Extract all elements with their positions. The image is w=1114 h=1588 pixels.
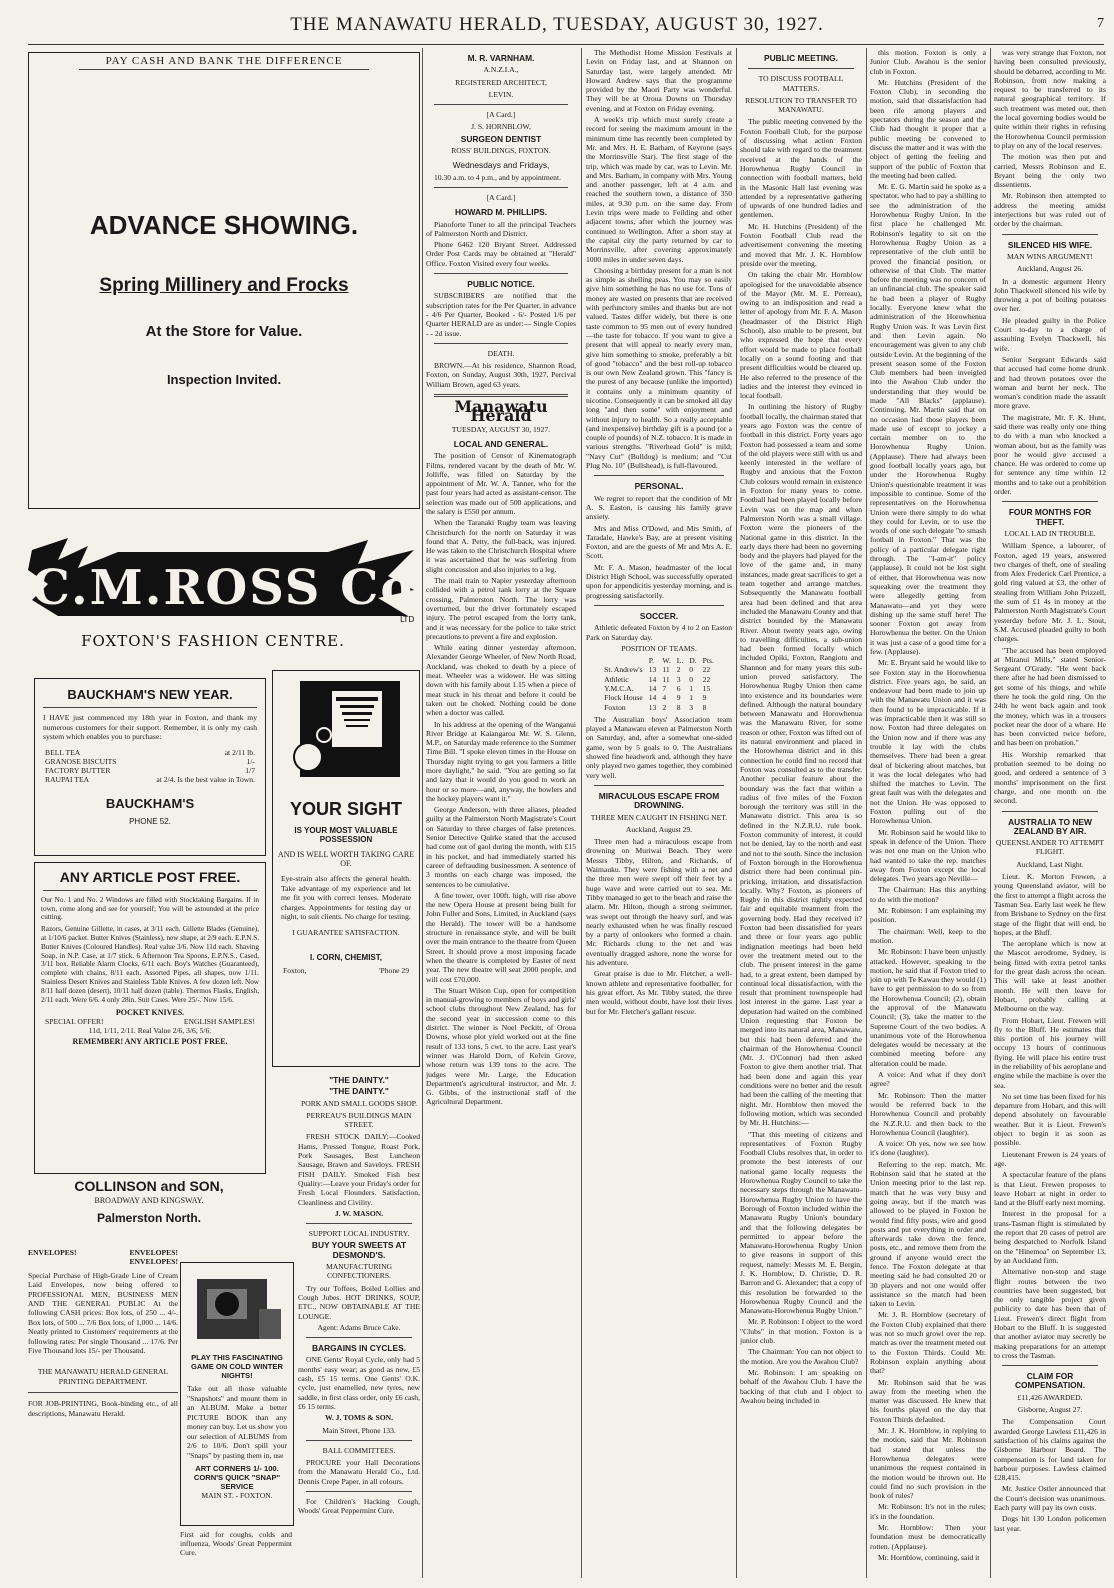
divider [1002,234,1098,235]
sight-name: I. CORN, CHEMIST, [309,952,382,962]
post-free-ad [34,862,266,1174]
divider [1002,501,1098,502]
notice-title: PUBLIC NOTICE. [467,279,535,290]
post-free-title: ANY ARTICLE POST FREE. [59,869,241,885]
local-item: The position of Censor of Kinematograph Films, rendered vacant by the death of Mr. W. Jolliffe, was filled on Saturday by the appointment of Mr. W. A. Tanner, who for the past four years had acted as assistant-censor. The selection was made out of 500 applications, and the salary is £550 per annum. [426,451,576,516]
local-item: When the Taranaki Rugby team was leaving Christchurch for the north on Saturday it was found that A. Petty, the full-back, was injured. He was taken to the Christchurch Hospital where it was ascertained that he was suffering from slight concussion and also injuries to a leg. [426,518,576,574]
meeting-para: Mr. J. R. Hornblow (secretary of the Foxton Club) explained that there was not so much growl over the rep. match as over the treatment meted out to the Foxton Thirds. Could Mr. Robinson explain anything about that? [870,1310,986,1376]
meeting-para: Mr. H. Hutchins (President) of the Foxton Football Club read the advertisement convening the meeting and moved that Mr. J. K. Hornblow preside over the meeting. [740,221,862,268]
item-name: GRANOSE BISCUITS [45,756,117,766]
divider [594,605,724,606]
local-item: In his address at the opening of the Wanganui River Bridge at Kaiangaroa Mr. W. S. Glenn, M.P., on Saturday made reference to the Summer Time Bill. "I spoke eleven times in the House on Thursday night trying to get you farmers a little more daylight," he said. "You are getting so fat and lazy that it would do you good to work an hour or so more—and, anyway, the bowlers and the hockey players want it." [426,719,576,803]
pay-cash-banner: PAY CASH AND BANK THE DIFFERENCE [79,53,369,70]
ross-logo-text: C.M.ROSS Co [31,560,415,616]
personal-heading: PERSONAL. [634,481,684,492]
meeting-para: A voice: Oh yes, now we see how it's done (laughter). [870,1139,986,1158]
divider [1002,811,1098,812]
ross-ltd: LTD [400,615,415,624]
varnham-q: A.N.Z.I.A., [483,65,519,75]
knife-prices: 11d, 1/11, 2/11. Real Value 2/6, 3/6, 5/6. [88,1025,212,1035]
art-corners: ART CORNERS 1/- 100. [195,1464,279,1473]
collinson-name: COLLINSON and SON, [74,1178,224,1194]
aust-dateline: Auckland, Last Night. [1016,859,1084,869]
local-item: The Stuart Wilson Cup, open for competition in manual-growing to members of boys and girls' school clubs throughout New Zealand, has for the second year in succession come to this district. The winner is Noel Peckitt, of Oroua Downs, whose plot yield worked out at the fine result of 133 tons, 5 cwt. to the acre. Last year's winner was Harold Dorn, of Kelvin Grove, whose return was 139 tons to the acre. The judges were Mr. Large, the Education Department's agricultural instructor, and Mr. J. G. Gibbs, of the instructional staff of the Agricultural Department. [426,985,576,1107]
sight-title: YOUR SIGHT [289,799,402,819]
silenced-para: The magistrate, Mr. F. K. Hunt, said there was really only one thing to do with a man who knocked a woman about, but as the family was poor he would give accused a chance. He was ordered to come up for sentence any time within 12 months and to take out a prohibition order. [994,412,1106,497]
col-rule [990,48,991,1578]
bauckham-footer: BAUCKHAM'S [105,795,195,811]
td: 2 [676,665,681,675]
snap-service: CORN'S QUICK "SNAP" SERVICE [193,1473,281,1491]
td: 14 [648,684,657,693]
ross-logo-graphic [28,520,418,658]
td: 22 [702,665,711,675]
price-row [35,766,265,775]
divider [306,1491,412,1492]
card-label: [A Card.] [486,110,516,120]
td: 8 [676,702,681,712]
td: 11 [662,665,670,675]
meeting-para: was very strange that Foxton, not having been consulted previously, should be debarred, according to Mr. Robinson, from now making a request to be transferred to its natural geographical territory. If such treatment was meted out, then the local governing bodies would be quite within their rights in refusing the Horowhenua Council permission to play on any of the local reserves. [994,48,1106,150]
collinson-town: Palmerston North. [96,1211,201,1225]
claim-heading: CLAIM FOR COMPENSATION. [1014,1371,1086,1391]
td: Athletic [604,674,629,684]
drowning-heading: MIRACULOUS ESCAPE FROM DROWNING. [598,790,720,811]
local-item: While eating dinner yesterday afternoon, Alexander George Wheeler, of New North Road, Auckland, was choked to death by a piece of meat. Wheeler was a widower. He was sitting down with his family about 1.15 when a piece of meat stuck in his throat and before it could be taken out he choked. Nothing could be done when a doctor was called. [426,643,576,718]
meeting-para: Mr. E. Bryant said he would like to see Foxton stay in the Horowhenua district. Five years ago, he said, an endeavour had been made to join up with the Manawatu Union and it was then found to be impracticable. If it was impracticable then it was still so now. Foxton had three delegates on the Union now and if there was any trouble it lay with the clubs themselves. There had been a great deal of bickering about matches, but it was the local delegates who had shifted the matches to Levin. The great fault was with the delegates and not the Union. He was opposed to Foxton pulling out of the Horowhenua Union. [870,658,986,826]
divider [43,707,257,708]
hornblow-role: SURGEON DENTIST [460,133,542,144]
ball-title: BALL COMMITTEES. [322,1445,396,1455]
column-3 [426,48,576,1583]
td: Y.M.C.A. [604,684,634,693]
claim-para: Mr. Justice Ostler announced that the Court's decision was unanimous. Each party will pay its own costs. [994,1484,1106,1513]
th [601,656,646,665]
divider [434,187,568,188]
advance-showing-ad [28,52,420,509]
camera-title: PLAY THIS FASCINATING GAME ON COLD WINTER NIGHTS! [191,1353,283,1380]
col-rule [736,48,737,1578]
item-name: RAUPAI TEA [45,774,90,784]
td: 14 [648,693,657,703]
th: D. [689,656,697,666]
meeting-para: Mr. Robinson: I have been unjustly attacked. However, speaking to the motion, he said that if Foxton tried to join up with Te Kawau they would (1) have to get permission to do so from the Horowhenua Council; (2), obtain the approval of the Manawatu Council; (3), take the matter to the Supreme Court of the two bodies. A unanimous vote of the Horowhenua delegates would be necessary at the combined meeting before any alteration could be made. [870,947,986,1068]
th: Pts. [702,656,714,666]
silenced-dateline: Auckland, August 26. [1016,264,1084,274]
hornblow-addr: ROSS' BUILDINGS, FOXTON. [451,146,551,156]
meeting-para: The public meeting convened by the Foxton Football Club, for the purpose of discussing what action Foxton should take with regard to the treatment received at the hands of the Horowhenua Rugby Council in connection with football matters, held in the Masonic Hall last evening was attended by a representative gathering of upwards of one hundred ladies and gentlemen. [740,117,862,220]
advance-line3: At the Store for Value. [145,323,303,340]
table-row [601,665,717,674]
meeting-para: this motion. Foxton is only a Junior Club. Awahou is the senior club in Foxton. [870,48,986,76]
special-offer: SPECIAL OFFER! [45,1016,104,1026]
divider [306,1440,412,1441]
sight-ad [272,670,420,1067]
meeting-para: Mr. Hornblow, continuing, said it [878,1552,980,1562]
meeting-sub2: RESOLUTION TO TRANSFER TO MANAWATU. [745,95,857,115]
news-item: Choosing a birthday present for a man is not as simple as shelling peas. You may so easily give him something he has no use for. Tons of money are wasted on presents that are received with perfunctory smiles and thanks but are not valued. Tastes differ widely, but there is one taste common to 95 men out of every hundred—the taste for tobacco. If you want to give a present that will appeal to nearly every man, give him something to smoke, preferably a bit of good "tobacco" and the best roll-up tobacco is our own New Zealand grown. This "fancy is the purest of any because (unlike the imported) it contains only a minimum quantity of nicotine. Consequently it can be smoked all day long "and then some" with enjoyment and without injury to health. So a really acceptable (and inexpensive) birthday gift is a pound (or a couple of pounds) of N.Z. tobacco. It is made in various strengths. "Riverhead Gold" is mild; "Navy Cut" (Bulldog) is medium; and "Cut Plug No. 10" (Bullshead), is full-flavoured. [586,265,732,471]
envelopes-ad [28,1248,178,1538]
news-item: The Methodist Home Mission Festivals at Levin on Friday last, and at Shannon on Saturday last, were largely attended. Mr Howard Andrew says that the programme provided by the Maori Party was wonderful. They will be at Oroua Downs on Thursday evening, and at Foxton on Friday evening. [586,48,732,113]
camera-icon [187,1269,287,1349]
bauckham-title: BAUCKHAM'S NEW YEAR. [67,687,233,702]
col-rule [422,48,423,1578]
death-title: DEATH. [487,348,515,358]
meeting-para: Mr. P. Robinson: I object to the word "Clubs" in that motion. Foxton is a junior club. [740,1317,862,1346]
td: 13 [648,702,657,712]
sight-contact [273,966,419,975]
price-row [35,748,265,757]
drowning-para: Three men had a miraculous escape from drowning on Muriwai Beach. They were Messrs Tibby, Hilton, and Richards, of Waimauku. They were fishing with a net and the three men were swept off their feet by a huge wave and were carried out to sea. Mr. Tibby managed to get to the beach and raise the alarm. Mr. Hilton, though a strong swimmer, was swept out through the heavy surf, and was nearly exhausted when he was finally rescued by a party of onlookers who formed a chain. Mr. Richards clung to the net and was eventually dragged ashore, none the worse for his adventure. [586,837,732,968]
column-2-lower [298,1070,420,1550]
soccer-note: The Australian boys' Association team played a Manawatu eleven at Palmerston North on Saturday, and, after a somewhat one-sided game, won by 5 goals to 0. The Australians showed fine headwork and, although they have only played two games together, they combined very well. [586,714,732,780]
varnham-name: M. R. VARNHAM. [467,53,535,63]
meeting-para: On taking the chair Mr. Hornblow apologised for the unavoidable absence of the Mayor (Mr. M. E. Perreau), owing to an indisposition and read a letter of apology from Mr. F. A. Mason (headmaster of the District High School), also unable to be present, but who expressed the hope that every effort would be made to place football locally on a sound footing and that present difficulties would be cleared up. He also referred to the presence of the ladies and the interest they evinced in local football. [740,270,862,401]
personal-item: Mrs and Miss O'Dowd, and Mrs Smith, of Taradale, Hawke's Bay, are at present visiting Foxton, and are the guests of Mr and Mrs A. E. Scott. [586,523,732,561]
theft-para: "The accused has been employed at Miranui Mills," stated Senior-Sergeant O'Grady. "He went back there after he had been dismissed to get some of his things, and while there he took the gold ring. On the 24th he went back again and took the money, which was in a trousers pocket near the door of a whare. He has been convicted twice before, and has been on probation." [994,645,1106,748]
th: L. [676,656,684,666]
meeting-sub1: TO DISCUSS FOOTBALL MATTERS. [758,74,844,93]
aust-para: No set time has been fixed for his departure from Hobart, and this will depend absolutely on favourable weather. But it is Lieut. Frewen's object to begin it as soon as possible. [994,1091,1106,1148]
first-aid-ad: First aid for coughs, colds and influenza, Woods' Great Peppermint Cure. [180,1530,292,1557]
meeting-para: Mr. Robinson said he would like to speak in defence of the Union. There was not one man on the Union who had wanted to take the rep. matches away from Foxton except the local delegates. Two years ago Neville— [870,827,986,884]
divider [28,1392,178,1393]
th: P. [648,656,655,666]
phillips-phone: Phone 6462 120 Bryant Street. Addressed Order Post Cards may be obtained at "Herald" Office. Foxton Visited every four weeks. [426,240,576,268]
meeting-para: The Chairman: Has this anything to do with the motion? [870,885,986,904]
masthead-rule [28,44,1104,45]
divider [594,785,724,786]
post-free-intro: Our No. 1 and No. 2 Windows are filled with Stocktaking Bargains. If in town, come along and see for yourself; You will be astounded at the price cutting. [41,896,259,922]
th: W. [662,656,671,666]
local-item: The mail train to Napier yesterday afternoon collided with a petrol tank lorry at the Square crossing, Palmerston North. The lorry was overturned, but the driver fortunately escaped injury. The petrol escaped from the lorry tank, and it was necessary for the police to take strict precautions to prevent a fire and explosion. [426,576,576,641]
phillips-body: Pianoforte Tuner to all the principal Teachers of Palmerston North and District. [426,219,576,238]
meeting-para: The motion was then put and carried, Messrs Robinson and E. Bryant being the only two dissentients. [994,152,1106,190]
hacking-cough: For Children's Hacking Cough, Woods' Great Peppermint Cure. [298,1496,420,1516]
td: 11 [662,674,670,684]
ross-logo-ad [28,520,418,658]
soccer-table [601,656,717,712]
sight-phone: 'Phone 29 [379,965,409,975]
meeting-para: Mr. Robinson: Then the matter would be referred back to the Horowhenua Council and probably the N.Z.R.U. and then back to the Horowhenua Council (laughter). [870,1090,986,1137]
bauckham-phone: PHONE 52. [129,816,171,826]
camera-body: Take out all those valuable "Snapshots" and mount them in an ALBUM. Make a better PICTURE BOOK than any money can buy. Let us show you our selection of ALBUMS from 2/6 to 10/6. Don't spill your "Snaps" by pasting them in, use [187,1384,287,1460]
env-h2: ENVELOPES! [129,1248,178,1257]
death-body: BROWN.—At his residence, Shannon Road, Foxton, on Sunday, August 30th, 1927, Percival William Brown, aged 63 years. [426,361,576,389]
cycles-body: ONE Gents' Royal Cycle, only had 5 months' easy wear; as good as new, £5 cash, £5 15 terms. One Gents' O.K. cycle, just enamelled, new tyres, new saddle, in first class order, only £6 cash, £6 15 terms. [298,1355,420,1411]
ball-body: PROCURE your Hall Decorations from the Manawatu Herald Co., Ltd. Dennis Crepe Paper, in all colours. [298,1458,420,1486]
claim-dateline: Gisborne, August 27. [1017,1405,1083,1415]
meeting-para: Mr. Hornblow: Then your foundation must be democratically rotten. (Applause). [870,1523,986,1551]
news-item: A week's trip which must surely create a record for seeing the maximum amount in the minimum time has recently been completed by Mr. and Mrs. H. E. Barham, of Keyrone (says the Morrinsville Star). The first stage of the trip, which was made by car, was to Levin. Mr. and Mrs. Barham, in company with Mrs. Young and another passenger, left at 4 a.m. and reached the southern town, a distance of 350 miles, at 9.30 p.m. on the same day. From Levin trips were made to Feilding and other adjacent towns, after which the journey was continued to Wellington. After a short stay at the capital city the party returned by car to Morrinsville, after covering approximately 1000 miles in under seven days. [586,115,732,264]
silenced-para: Senior Sergeant Edwards said that accused had come home drunk and had thrown potatoes over the woman and burnt her neck. The woman's condition made the assault more grave. [994,354,1106,411]
claim-para: The Compensation Court awarded George Lawless £11,426 in satisfaction of his claims against the Gisborne Harbour Board. The compensation is for land taken for harbour purposes. Lawless claimed £28,415. [994,1417,1106,1483]
silenced-para: In a domestic argument Henry John Thackwell silenced his wife by throwing a pot of boiling potatoes over her. [994,276,1106,314]
aust-para: The aeroplane which is now at the Mascot aerodrome, Sydney, is being fitted with extra petrol tanks for the great dash across the ocean. This will take at least another month. He will then leave for Hobart, probably calling at Melbourne on the way. [994,939,1106,1014]
table-row [601,675,717,684]
theft-heading: FOUR MONTHS FOR THEFT. [1008,507,1092,527]
td: Flock House [604,693,643,703]
drowning-dateline: Auckland, August 29. [625,824,693,834]
divider [434,343,568,344]
column-5 [740,48,862,1583]
local-general-heading: LOCAL AND GENERAL. [453,438,549,449]
personal-item: Mr. F. A. Mason, headmaster of the local District High School, was successfully operated upon for appendicitis yesterday morning, and is progressing satisfactorily. [586,562,732,600]
desmond-line1: SUPPORT LOCAL INDUSTRY. [308,1229,410,1239]
aust-para: Interest in the proposal for a trans-Tasman flight is stimulated by the report that 20 cases of petrol are being despatched to Norfolk Island on the "Hinemoa" on September 13, by an Auckland firm. [994,1209,1106,1265]
td: 2 [662,702,667,712]
sight-guarantee: I GUARANTEE SATISFACTION. [292,927,400,937]
cycles-title: BARGAINS IN CYCLES. [312,1343,406,1354]
aust-para: Lieut. K. Morton Frewen, a young Queensland aviator, will be the first to attempt a flight across the Tasman Sea. Early last week he flew from Brisbane to Sydney on the first stage of the flight that will end, he hopes, at the Bluff. [994,872,1106,937]
item-name: FACTORY BUTTER [45,765,111,775]
env-body: Special Purchase of High-Grade Line of Cream Laid Envelopes, now being offered to PROFESSIONAL MEN, BUSINESS MEN AND THE GENERAL PUBLIC At the following CASH prices: Box lots, of 250 ... 4/-. Box lots, of 500 ... 7/6 Box lots, of 1,000 ... 14/6. Neatly printed to Customers' requirements at the following rates: Per single Thousand ... 17/6. Per Five Thousand lots 15/- per Thousand. [28,1270,178,1356]
td: 22 [702,674,711,684]
td: 3 [676,674,681,684]
soccer-intro: Athletic defeated Foxton by 4 to 2 on Easton Park on Saturday day. [586,623,732,642]
meeting-para: Mr. Hutchins (President of the Foxton Club), in seconding the motion, said that dissatisfaction had been rife among players and spectators during the season and the Club had thought it proper that a public meeting be convened to discuss the matter and it was with the object of getting the feeling and support of the public of Foxton that the meeting had been called. [870,77,986,180]
desmond-line2: BUY YOUR SWEETS AT DESMOND'S. [311,1240,407,1260]
td: 8 [702,702,707,712]
td: 6 [676,684,681,693]
dainty-line1: PORK AND SMALL GOODS SHOP. [301,1098,417,1108]
special-row [35,1017,265,1026]
item-price: 1/- [246,756,255,766]
dainty-name: J. W. MASON. [334,1208,384,1218]
divider [434,273,568,274]
env-headings [28,1248,178,1257]
notice-body: SUBSCRIBERS are notified that the subscription rates for the Per Quarter, in advance - 4/6 Per Quarter, Booked - 6/- Posted 1/6 per Quarter HERALD are as under:— Single Copies - - 2d issue. [426,291,576,338]
td: 1 [689,693,694,703]
advance-subtitle: Spring Millinery and Frocks [99,275,349,296]
meeting-para: Mr. Robinson: It's not in the rules; it's in the foundation. [870,1502,986,1521]
english-samples: ENGLISH SAMPLES! [183,1016,255,1026]
td: 15 [702,684,711,693]
env-footer: THE MANAWATU HERALD GENERAL PRINTING DEPARTMENT. [37,1367,169,1386]
td: 0 [689,674,694,684]
divider [748,68,854,69]
td: Foxton [604,702,626,712]
phillips-name: HOWARD M. PHILLIPS. [454,207,548,218]
aust-para: Alternative non-stop and stage flight routes between the two countries have been suggested, but the only tangible project given publicity to date has been that of Lieut. Frewen's direct flight from Hobart to the Bluff. It is suggested that another aviator may secretly be making preparations for an attempt to cross the Tasman. [994,1267,1106,1360]
table-row [601,703,717,712]
item-name: BELL TEA [45,747,81,757]
meeting-para: Mr. Robinson then attempted to address the meeting amidst interjections but was ruled out of order by the chairman. [994,191,1106,229]
table-row [601,684,717,693]
varnham-role: REGISTERED ARCHITECT, [455,77,547,87]
advance-line4: Inspection Invited. [166,372,282,387]
sight-town: Foxton, [283,965,307,975]
td: 9 [702,693,707,703]
claim-para: Dogs hit 130 London policemen last year. [994,1514,1106,1533]
silenced-para: He pleaded guilty in the Police Court to-day to a charge of assaulting Evelyn Thackwell, his wife. [994,315,1106,353]
eye-chart-icon [276,675,416,785]
meeting-para: In outlining the history of Rugby football locally, the chairman stated that years ago Foxton was the centre of football in this district. Forty years ago Foxton had possessed a team and some of the old players were still with us and keenly interested in the welfare of Rugby and anxious that the Foxton Club colours would remain in existence in Foxton for many years to come. Football had been played locally before Levin was on the map and when Palmerston North was a small village. Foxton were the pioneers of the National game in this district. In the early days there had been no governing body and the players had played for the love of the game and, in many instances, made great sacrifices to get a team together and arrange matches. Subsequently the Manawatu football area had been defined and that area included the Manawatu County and that district bounded by the Manawatu River. About twenty years ago, owing to travelling difficulties, a sub-union had been formed locally which included Opiki, Foxton, Rangiotu and Shannon and for many years this sub-union proved satisfactory. The Horowhenua Rugby Union then came into existence and its boundaries were defined. Although the natural boundary between Manawatu and Horowhenua was the Manawatu River, for some reason or other, Foxton was lifted out of its natural environment and placed in the Horowhenua district and in this connection he could find no record that Foxton was consulted as to the transfer. Another peculiar feature about the boundary was the fact that within a radius of five miles of the Foxton borough the territory was still in the Manawatu district. This area is so defined in the N.Z.R.U. rule book. Foxton community of interest, it could not be denied, lay to the north and east and not to the south. Since the inclusion of Foxton borough in the Horowhenua district there had been continual pin-pricking, irritation, and dissatisfaction locally. Why? Foxton, as pioneers of Rugby in this district rightly expected fair and equitable treatment from the governing body. Had they received it? Foxton had been dissatisfied for years and three or four years ago public indignation meetings had been held over the treatment meted out to the club. The present interest in the game had, to a great extent, been damped by continual local dissatisfaction, with the result that prominent townspeople had lost interest in the game. Last year a deputation had waited on the combined Union requesting that Foxton be merged into its natural area, Manawatu, but this had been deferred and the chairman of the Horowhenua Council (Mr. J. O'Connor) had then asked Foxton to give them another trial. That had been done and again this year conditions were no better and the result had been the calling of the meeting that night. Mr. Hornblow then moved the following motion, which was seconded by Mr. H. Hutchins:— [740,402,862,1128]
meeting-para: Mr. Robinson: I am explaining my position. [870,906,986,925]
item-price: at 2/4. Is the best value in Town. [156,774,255,784]
td: 7 [662,684,667,693]
herald-date: TUESDAY, AUGUST 30, 1927. [451,424,551,434]
hornblow-name: J. S. HORNBLOW, [471,122,531,132]
divider [306,1337,412,1338]
aust-para: From Hobart, Lieut. Frewen will fly to the Bluff. He estimates that this portion of his journey will occupy 13 hours of continuous flying. He will place his entire trust in the reliability of his aeroplane and engine while the machine is over the sea. [994,1015,1106,1090]
aust-para: A spectacular feature of the plans is that Lieut. Frewen proposes to leave Hobart at night in order to land at the Bluff early next morning. [994,1170,1106,1208]
dainty-body: FRESH STOCK DAILY:—Cooked Hams, Pressed Tongue, Roast Pork, Pork Sausages, Best Luncheon Sausage, Brawn and Saveloys. FRESH FISH DAILY. Smoked Fish best Quality:—Leave your Friday's order for Fresh Local Flounders. Satisfaction, Cleanliness and Civility. [298,1132,420,1207]
theft-para: William Spence, a labourer, of Foxton, aged 19 years, answered two charges of theft, one of stealing from Alex Frederick Carl Prentice, a gold ring valued at £3, the other of stealing from William John Prizzell, the sum of £1 4s in money at the Palmerston North Magistrate's Court yesterday before Mr. J. L. Stout, S.M. Accused pleaded guilty to both charges. [994,541,1106,644]
ross-tagline: FOXTON'S FASHION CENTRE. [81,632,345,650]
personal-item: We regret to report that the condition of Mr A. S. Easton, is causing his family grave anxiety. [586,493,732,522]
advance-title: ADVANCE SHOWING. [89,210,359,240]
sight-line2: AND IS WELL WORTH TAKING CARE OF. [277,850,415,868]
meeting-para: "That this meeting of citizens and representatives of Foxton Rugby Football Clubs resolves that, in order to promote the best interests of our national game locally requests the Horowhenua Rugby Council to take the necessary steps through the Manawatu-Horowhenua Rugby Union to have the Borough of Foxton included within the Manawatu Rugby Union's boundary and that the following delegates be permitted to appear before the Manawatu-Horowhenua Rugby Union to give reasons in support of this request, namely: Messrs M. E. Bergin, J. K. Hornblow, D. Christie, D. R. Barron and G. Alexander; that a copy of this resolution be forwarded to the Horowhenua Rugby Council and the Manawatu-Horowhenua Rugby Union." [740,1129,862,1316]
col-rule [581,48,582,1578]
remember-line: REMEMBER! ANY ARTICLE POST FREE. [72,1036,228,1046]
td: 13 [648,665,657,675]
drowning-para: Great praise is due to Mr. Fletcher, a well-known athlete and representative footballer, for his great effort. As Mr. Tibby stated, the three men would, without doubt, have lost their lives but for Mr. Fletcher's gallant rescue. [586,969,732,1016]
aust-sub: QUEENSLANDER TO ATTEMPT FLIGHT. [995,838,1105,857]
aust-para: Lieutenant Frewen is 24 years of age. [994,1149,1106,1168]
env-h1: ENVELOPES! [28,1248,77,1257]
meeting-para: The chairman: Well, keep to the motion. [870,926,986,945]
sight-line1: IS YOUR MOST VALUABLE POSSESSION [294,826,398,844]
drowning-sub: THREE MEN CAUGHT IN FISHING NET. [590,812,728,822]
pocket-knives: POCKET KNIVES. [115,1007,185,1017]
td: 4 [662,693,667,703]
table-row [601,693,717,702]
hornblow-days: Wednesdays and Fridays, [452,160,550,171]
meeting-heading: PUBLIC MEETING. [764,53,838,63]
column-7 [994,48,1106,1583]
local-item: George Anderson, with three aliases, pleaded guilty at the Palmerston North Magistrate's Court on Saturday to three charges of false pretences. Senior Detective Quirke stated that the accused had come out of gaol during the month, with £15 in his pocket, and had immediately started his career of defrauding businessmen. A sentence of 3 months on each charge was imposed, the sentences to be cumulative. [426,805,576,889]
job-printing: FOR JOB-PRINTING, Book-binding etc., of all descriptions, Manawatu Herald. [28,1399,178,1418]
meeting-para: Mr. Robinson said that he was away from the meeting when the matter was discussed. He knew that his fourths played on the day that Foxton Thirds defaulted. [870,1377,986,1424]
theft-para: His Worship remarked that probation seemed to be doing no good, and ordered a sentence of 3 months' imprisonment on the first charge, and one month on the second. [994,749,1106,806]
price-row [35,775,265,784]
table-header [601,656,717,665]
sight-body: Eye-strain also affects the general health. Take advantage of my experience and let me fit you with correct lenses. Moderate charges. Appointments for testing day or night, to suit clients. No charge for testing. [281,874,411,921]
card-label: [A Card.] [486,192,516,202]
meeting-para: Mr. E. G. Martin said he spoke as a spectator, who had to pay a shilling to see the administration of the Horowhenua Rugby Union. In the first place he challenged Mr. Robinson's legality to sit on the Horowhenua Rugby Union as a representative of the club until he proved the financial position, or otherwise of that Club. The matter before the meeting was no concern of an unfinancial club. The speaker said he had been a player of Rugby locally. Everyone knew what the administration of the Horowhenua Rugby Union was. It was Levin first and then Levin again. No encouragement was given to any club outside Levin. At the beginning of the present season some of the Foxton Club members had been inveigled into the Awahou Club under the understanding that they would be made "All Blacks" (applause). Continuing, Mr. Martin said that on no occasion had those players been made use of except to jockey a certain member on to the Horowhenua Rugby Union. (Applause). There had always been good football locally years ago, but under the Horowhenua Rugby Union's questionable treatment it was impossible to continue. Some of the representatives on the Horowhenua Union were there simply to do what they could for Levin, or to use the words of one such delegate "to smash football in Foxton." That was the policy of a particular delegate right through. The "I-am-it" policy (applause). It could not be lost sight of either, that Horowhenua was now squeaking over the treatment they were allegedly getting from Manawatu—and yet they were dishing up the same stuff here! The sooner Foxton got away from Horowhenua the better. On the Union it was just a case of a good time for a few. (Applause). [870,182,986,656]
item-price: at 2/11 lb. [224,747,255,757]
td: St. Andrew's [604,665,643,675]
td: 0 [689,665,694,675]
td: 1 [689,684,694,693]
claim-sub: £11,426 AWARDED. [1017,1392,1083,1402]
local-item: A fine tower, over 100ft. high, will rise above the new Opera House at present being built for John Fuller and Sons, Limited, in Auckland (says the Herald). The tower will be a handsome structure in renaissance style, and will be built over the main entrance to the theatre from Queen Street. It should prove a most imposing facade when the theatre is completed by Easter of next year. The new theatre will seat 2000 people, and will cost £70,000. [426,890,576,984]
column-4 [586,48,732,1583]
dainty-title-2: "THE DAINTY." [329,1086,389,1097]
camera-street: MAIN ST. - FOXTON. [201,1491,273,1500]
divider [434,104,568,105]
soccer-heading: SOCCER. [639,610,679,621]
divider [594,475,724,476]
dainty-line2: PERREAU'S BUILDINGS MAIN STREET. [306,1110,412,1130]
meeting-para: Referring to the rep. match, Mr. Robinson said that he stated at the Union meeting prior to the last rep. match that he was very busy and going away, but if the match was allowed to be played in Foxton he would find fifty posts, wire and good posts and put everything in order and afterwards take down the fence, posts, etc., and remove them from the ground if anyone would erect the fence. The Foxton delegate at that meeting said he had consulted 20 or 30 players and not one would offer assistance so the match had been taken to Levin. [870,1159,986,1309]
price-row [35,757,265,766]
meeting-para: The Chairman: You can not object to the motion. Are you the Awahou Club? [740,1347,862,1366]
soccer-table-title: POSITION OF TEAMS. [621,643,697,653]
item-price: 1/7 [245,765,255,775]
theft-sub: LOCAL LAD IN TROUBLE. [1004,528,1096,538]
col-rule [866,48,867,1578]
varnham-town: LEVIN. [488,89,514,99]
dainty-title: "THE DAINTY." [329,1075,389,1085]
desmond-line3: MANUFACTURING CONFECTIONERS. [325,1262,393,1281]
divider [306,1223,412,1224]
aust-heading: AUSTRALIA TO NEW ZEALAND BY AIR. [1008,816,1092,836]
divider [43,890,257,891]
camera-ad [180,1262,294,1526]
cycles-addr: Main Street, Phone 133. [322,1425,396,1435]
desmond-agent: Agent: Adams Bruce Cake. [317,1322,401,1332]
column-6 [870,48,986,1583]
meeting-para: A voice: And what if they don't agree? [870,1070,986,1089]
herald-nameplate: Manawatu Herald [454,397,548,426]
td: 3 [689,702,694,712]
divider [1002,1365,1098,1366]
bauckham-ad [34,678,266,856]
collinson-ad [34,1178,264,1238]
meeting-para: Mr. J. K. Hornblow, in replying to the motion, said that Mr. Robinson had stated that unless the Horowhenua delegates were unanimous the request contained in the motion would be thrown out. He could find no such provision in the book of rules? [870,1426,986,1501]
silenced-heading: SILENCED HIS WIFE. [1007,239,1093,250]
cycles-name: W. J. TOMS & SON. [324,1413,393,1423]
bauckham-body: I HAVE just commenced my 18th year in Foxton, and thank my numerous customers for their support. Remember, it is only my cash system which enables you to purchase: [43,713,257,741]
silenced-sub: MAN WINS ARGUMENT! [1007,251,1093,261]
hornblow-hours: 10.30 a.m. to 4 p.m., and by appointment. [434,172,561,182]
masthead-title: THE MANAWATU HERALD, TUESDAY, AUGUST 30, 1927. [290,14,824,35]
env-h3: ENVELOPES! [129,1257,178,1267]
post-free-body: Razors, Genuine Gillette, in cases, at 3/11 each. Gillette Blades (Genuine), at 1/10/6 packet. Butter Knives (Stainless), new shape, at 2/9 each. E.P.N.S. Butter Knives (Coloured Handles). Real value 3/6. Now 11d each. Shaving Soap, in N.P. Case, at 1/7 stick. 6 Afternoon Tea Spoons, E.P.N.S., Cased, 3/11 box. Reliable Alarm Clocks, 6/11 each. Boy's Watches (Guaranteed), complete with chains, 8/11 each. Assorted Pipes, all shapes, now 1/11. Stainless Desert Knives and Stainless Table Knives. A few dozen left. Now 8/11 half dozen (desert), 10/11 half dozen (table). Thermos Flasks, English, 2/11 each. Were 6/6. 4 only 28in. Suit Cases. Were 25/-. Now 15/6. [41,924,259,1005]
desmond-body: Try our Toffees, Boiled Lollies and Cough Jubes. HOT DRINKS, SOUP, ETC., NOW OBTAINABLE AT THE LOUNGE. [298,1283,420,1321]
td: 14 [648,674,657,684]
td: 9 [676,693,681,703]
bauckham-prices [35,748,265,784]
collinson-addr: BROADWAY AND KINGSWAY. [94,1196,204,1205]
page-number: 7 [1097,16,1104,31]
meeting-para: Mr. Robinson: I am speaking on behalf of the Awahou Club. I have the backing of that club and I object to Awahou being included in [740,1367,862,1405]
